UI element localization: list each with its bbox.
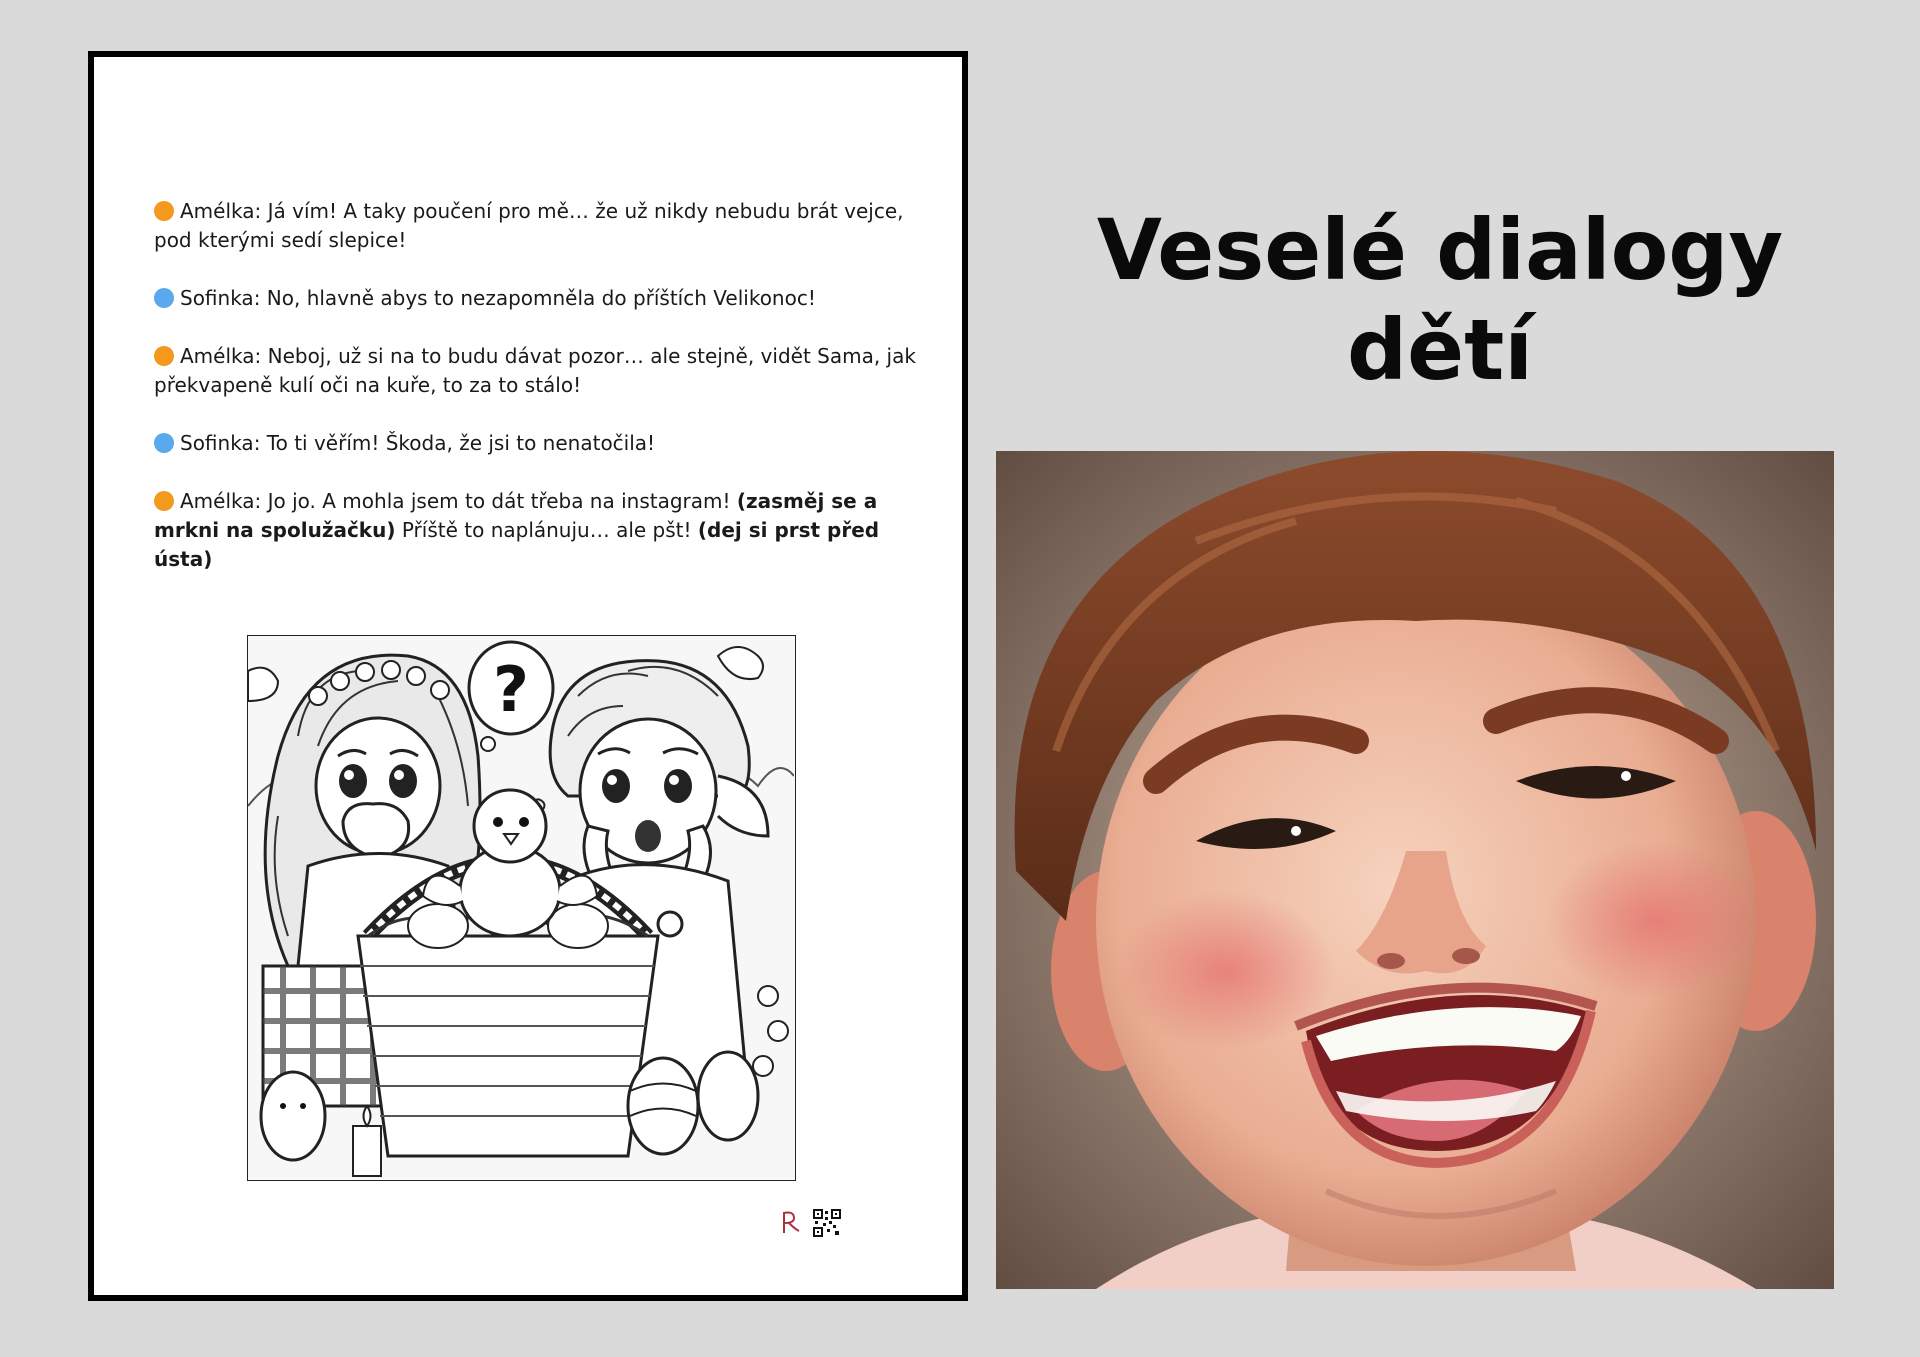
dialog-line-5 bbox=[154, 487, 924, 574]
laughing-boy-portrait-icon bbox=[996, 451, 1834, 1289]
qr-code-icon bbox=[813, 1209, 841, 1237]
dialog-line-text: Sofinka: No, hlavně abys to nezapomněla do příštích Velikonoc! bbox=[180, 286, 816, 310]
signature-logo-icon bbox=[780, 1209, 802, 1235]
dialog-line-text: Amélka: Jo jo. A mohla jsem to dát třeba na instagram! bbox=[180, 489, 737, 513]
orange-dot-icon bbox=[154, 201, 174, 221]
stage-direction: (zasměj se a mrkni na spolužačku) bbox=[154, 489, 878, 542]
orange-dot-icon bbox=[154, 491, 174, 511]
coloring-illustration bbox=[247, 635, 796, 1181]
dialog-text bbox=[154, 197, 924, 603]
laughing-boy-photo bbox=[996, 451, 1834, 1289]
dialog-line-3 bbox=[154, 342, 924, 400]
dialog-line-4 bbox=[154, 429, 924, 458]
dialog-line-text: Sofinka: To ti věřím! Škoda, že jsi to nenatočila! bbox=[180, 431, 656, 455]
page-title: Veselé dialogy dětí bbox=[1096, 201, 1784, 399]
blue-dot-icon bbox=[154, 288, 174, 308]
dialog-line-1 bbox=[154, 197, 924, 255]
dialog-line-text: Příště to naplánuju… ale pšt! bbox=[395, 518, 698, 542]
orange-dot-icon bbox=[154, 346, 174, 366]
dialog-line-text: Amélka: Já vím! A taky poučení pro mě… že už nikdy nebudu brát vejce, pod kterými sedí slepice! bbox=[154, 199, 904, 252]
question-mark: ? bbox=[493, 653, 529, 726]
document-page bbox=[88, 51, 968, 1301]
blue-dot-icon bbox=[154, 433, 174, 453]
dialog-line-text: Amélka: Neboj, už si na to budu dávat pozor… ale stejně, vidět Sama, jak překvapeně kulí oči na kuře, to za to stálo! bbox=[154, 344, 916, 397]
children-chick-basket-icon bbox=[248, 636, 794, 1179]
dialog-line-2 bbox=[154, 284, 924, 313]
stage-direction: (dej si prst před ústa) bbox=[154, 518, 880, 571]
